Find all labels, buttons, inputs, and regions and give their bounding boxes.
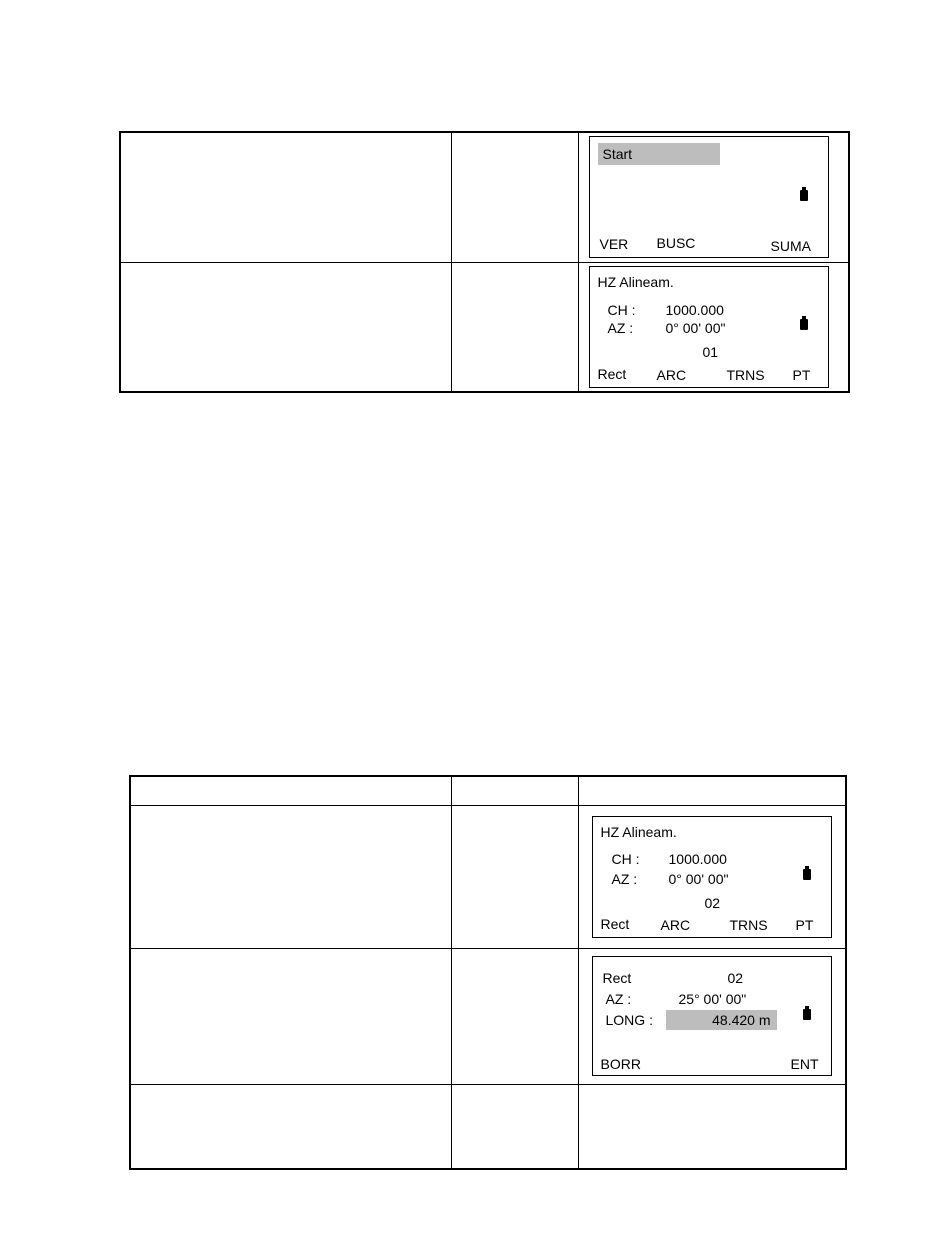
ch-value: 1000.000 [665, 301, 724, 318]
battery-icon [800, 319, 808, 330]
header-cell [451, 776, 578, 805]
screen-title: Start [598, 143, 720, 165]
operation-cell [120, 262, 451, 392]
softkey-trns[interactable]: TRNS [726, 366, 765, 383]
softkey-arc[interactable]: ARC [656, 366, 687, 383]
screen-title: HZ Alineam. [600, 823, 677, 840]
softkey-pt[interactable]: PT [795, 916, 814, 933]
point-number: 02 [727, 970, 744, 986]
key-cell [451, 1084, 578, 1169]
softkey-suma[interactable]: SUMA [770, 238, 811, 255]
softkey-arc[interactable]: ARC [660, 916, 691, 933]
point-number: 02 [704, 894, 721, 911]
screen-title: HZ Alineam. [597, 273, 674, 290]
az-label: AZ : [605, 991, 632, 1007]
softkey-ver[interactable]: VER [599, 236, 629, 253]
operation-cell [120, 132, 451, 262]
az-value: 0° 00' 00" [665, 319, 726, 336]
ch-value: 1000.000 [668, 850, 727, 867]
key-cell [451, 132, 578, 262]
display-cell [578, 262, 849, 392]
header-cell [578, 776, 846, 805]
az-value: 25° 00' 00" [678, 991, 747, 1007]
operation-cell [130, 948, 451, 1084]
softkey-pt[interactable]: PT [792, 366, 811, 383]
softkey-ent[interactable]: ENT [790, 1056, 819, 1072]
battery-icon [800, 190, 808, 201]
key-cell [451, 948, 578, 1084]
display-cell [578, 948, 846, 1084]
key-cell [451, 262, 578, 392]
long-value-field[interactable]: 48.420 m [666, 1010, 777, 1030]
display-cell [578, 1084, 846, 1169]
softkey-trns[interactable]: TRNS [729, 916, 768, 933]
softkey-busc[interactable]: BUSC [656, 235, 696, 252]
table-row [120, 262, 849, 392]
key-cell [451, 805, 578, 948]
operation-cell [130, 1084, 451, 1169]
display-cell [578, 132, 849, 262]
az-label: AZ : [607, 319, 634, 336]
table-header-row [130, 776, 846, 805]
battery-icon [803, 1009, 811, 1020]
display-screen [589, 266, 829, 388]
softkey-rect[interactable]: Rect [600, 915, 630, 932]
display-screen [592, 956, 832, 1076]
battery-icon [803, 869, 811, 880]
display-screen [589, 136, 829, 258]
softkey-borr[interactable]: BORR [600, 1056, 641, 1072]
screen-title: Rect [602, 970, 632, 986]
ch-label: CH : [607, 301, 636, 318]
table-row [120, 132, 849, 262]
point-number: 01 [702, 343, 719, 360]
softkey-rect[interactable]: Rect [597, 365, 627, 382]
display-cell [578, 805, 846, 948]
display-screen [592, 816, 832, 938]
long-label: LONG : [605, 1012, 653, 1028]
header-cell [130, 776, 451, 805]
procedure-table-1 [119, 131, 850, 393]
az-value: 0° 00' 00" [668, 870, 729, 887]
table-row [130, 1084, 846, 1169]
ch-label: CH : [611, 850, 640, 867]
az-label: AZ : [611, 870, 638, 887]
procedure-table-2 [129, 775, 847, 1170]
table-row [130, 805, 846, 948]
operation-cell [130, 805, 451, 948]
table-row [130, 948, 846, 1084]
